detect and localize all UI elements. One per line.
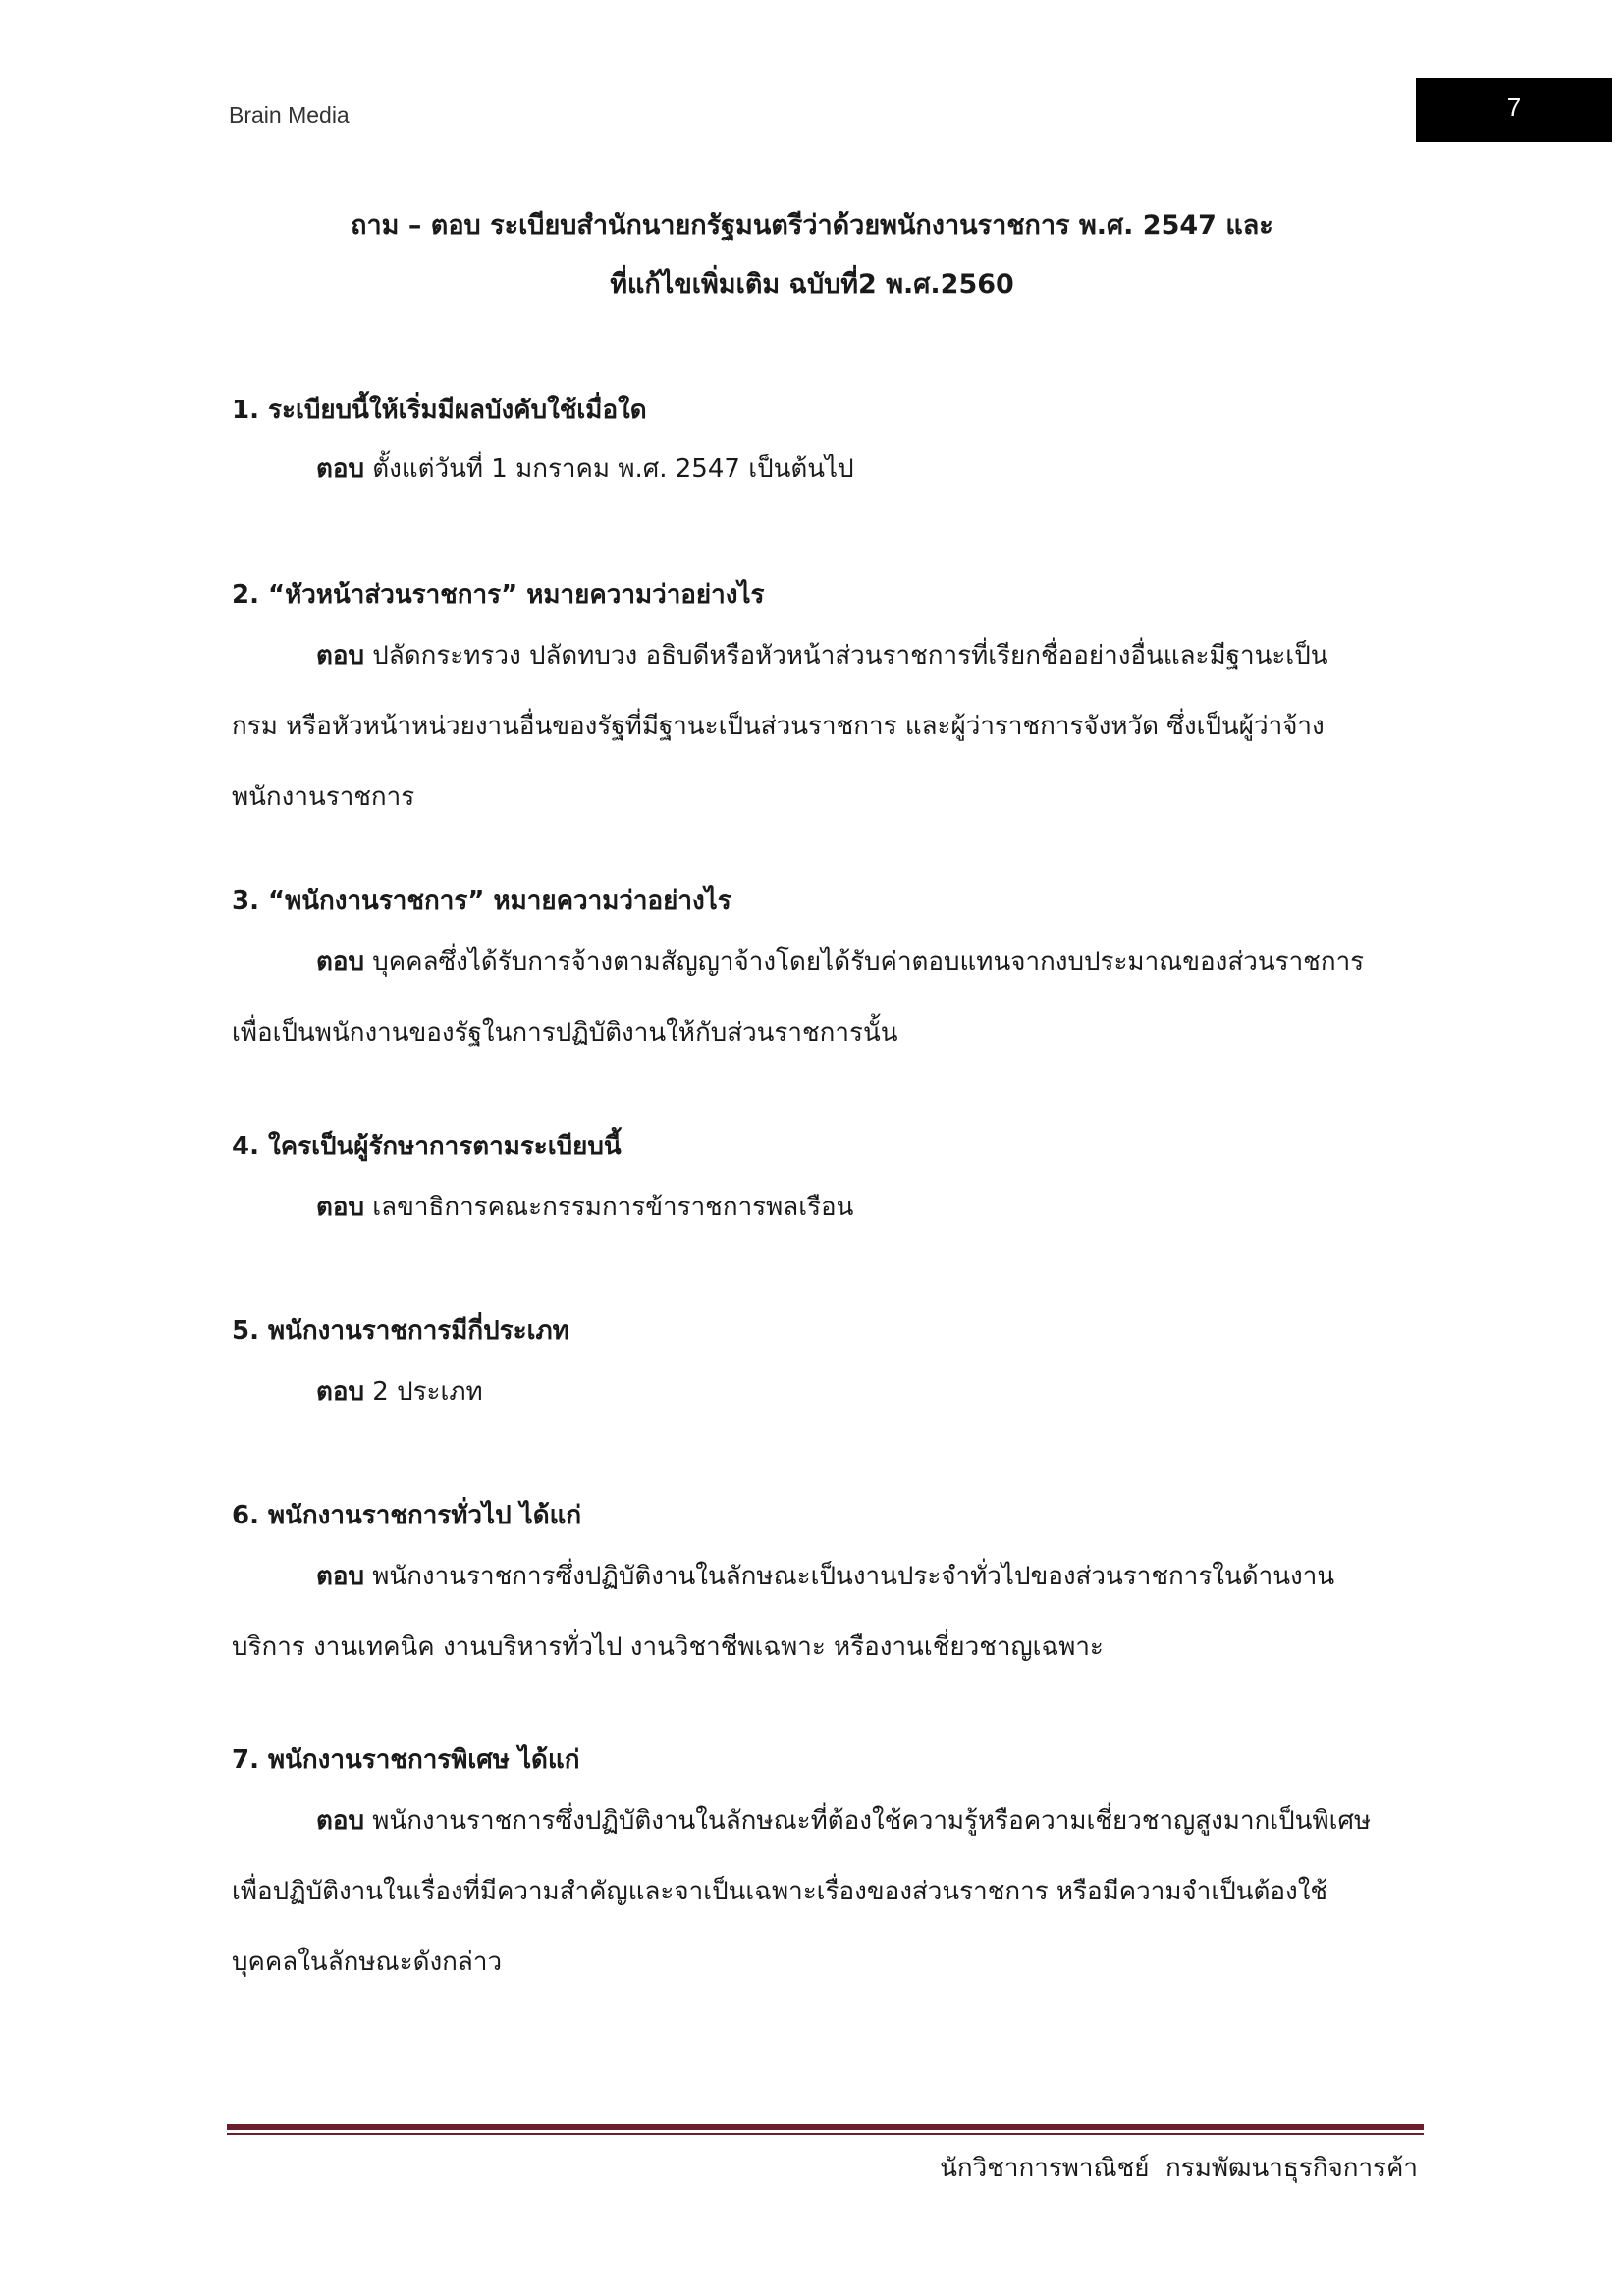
answer-line: พนักงานราชการซึ่งปฏิบัติงานในลักษณะเป็นงานประจำทั่วไปของส่วนราชการในด้านงาน (372, 1562, 1335, 1591)
footer-divider-thick (227, 2124, 1424, 2130)
qa-item-2 (232, 575, 1410, 832)
answer-line: 2 ประเภท (372, 1377, 483, 1407)
answer-label: ตอบ (316, 641, 365, 670)
document-title (147, 196, 1477, 314)
qa-item-4 (232, 1127, 1410, 1243)
question: 2. “หัวหน้าส่วนราชการ” หมายความว่าอย่างไร (232, 580, 765, 610)
answer (232, 927, 1410, 1068)
answer-line: บุคคลซึ่งได้รับการจ้างตามสัญญาจ้างโดยได้รับค่าตอบแทนจากงบประมาณของส่วนราชการ (372, 947, 1365, 977)
question: 7. พนักงานราชการพิเศษ ได้แก่ (232, 1745, 580, 1775)
footer-text: นักวิชาการพาณิชย์ กรมพัฒนาธุรกิจการค้า (940, 2154, 1418, 2183)
answer-line: กรม หรือหัวหน้าหน่วยงานอื่นของรัฐที่มีฐานะเป็นส่วนราชการ และผู้ว่าราชการจังหวัด ซึ่งเป็นผู้ว่าจ้าง (232, 712, 1325, 741)
answer-label: ตอบ (316, 1806, 365, 1836)
question: 5. พนักงานราชการมีกี่ประเภท (232, 1316, 569, 1346)
question: 4. ใครเป็นผู้รักษาการตามระเบียบนี้ (232, 1132, 622, 1161)
answer (232, 1357, 1410, 1427)
question: 1. ระเบียบนี้ให้เริ่มมีผลบังคับใช้เมื่อใด (232, 396, 647, 425)
answer-line: เพื่อปฏิบัติงานในเรื่องที่มีความสำคัญและจาเป็นเฉพาะเรื่องของส่วนราชการ หรือมีความจำเป็นต้องใช้ (232, 1877, 1328, 1906)
answer-label: ตอบ (316, 1377, 365, 1407)
answer-line: บุคคลในลักษณะดังกล่าว (232, 1948, 503, 1977)
footer-divider-thin (227, 2133, 1424, 2135)
answer-label: ตอบ (316, 947, 365, 977)
qa-item-5 (232, 1311, 1410, 1427)
answer-line: บริการ งานเทคนิค งานบริหารทั่วไป งานวิชาชีพเฉพาะ หรืองานเชี่ยวชาญเฉพาะ (232, 1632, 1104, 1662)
answer (232, 434, 1410, 505)
page-number: 7 (1416, 78, 1612, 142)
qa-item-1 (232, 391, 1410, 505)
answer-line: เลขาธิการคณะกรรมการข้าราชการพลเรือน (372, 1193, 854, 1222)
answer-line: พนักงานราชการซึ่งปฏิบัติงานในลักษณะที่ต้องใช้ความรู้หรือความเชี่ยวชาญสูงมากเป็นพิเศษ (372, 1806, 1372, 1836)
answer-label: ตอบ (316, 454, 365, 484)
question: 3. “พนักงานราชการ” หมายความว่าอย่างไร (232, 886, 731, 916)
answer-line: ปลัดกระทรวง ปลัดทบวง อธิบดีหรือหัวหน้าส่วนราชการที่เรียกชื่ออย่างอื่นและมีฐานะเป็น (372, 641, 1328, 670)
answer (232, 1172, 1410, 1243)
qa-item-6 (232, 1496, 1410, 1682)
answer (232, 1541, 1410, 1682)
answer (232, 620, 1410, 832)
answer-line: เพื่อเป็นพนักงานของรัฐในการปฏิบัติงานให้กับส่วนราชการนั้น (232, 1018, 898, 1047)
qa-item-3 (232, 881, 1410, 1068)
qa-item-7 (232, 1740, 1410, 1998)
title-line-2: ที่แก้ไขเพิ่มเติม ฉบับที่2 พ.ศ.2560 (610, 269, 1014, 299)
answer (232, 1786, 1410, 1998)
answer-label: ตอบ (316, 1193, 365, 1222)
header-brand: Brain Media (229, 102, 350, 128)
answer-line: ตั้งแต่วันที่ 1 มกราคม พ.ศ. 2547 เป็นต้นไป (372, 454, 854, 484)
title-line-1: ถาม – ตอบ ระเบียบสำนักนายกรัฐมนตรีว่าด้วยพนักงานราชการ พ.ศ. 2547 และ (351, 210, 1273, 240)
answer-line: พนักงานราชการ (232, 782, 415, 812)
footer-divider (227, 2124, 1424, 2135)
question: 6. พนักงานราชการทั่วไป ได้แก่ (232, 1501, 582, 1530)
answer-label: ตอบ (316, 1562, 365, 1591)
